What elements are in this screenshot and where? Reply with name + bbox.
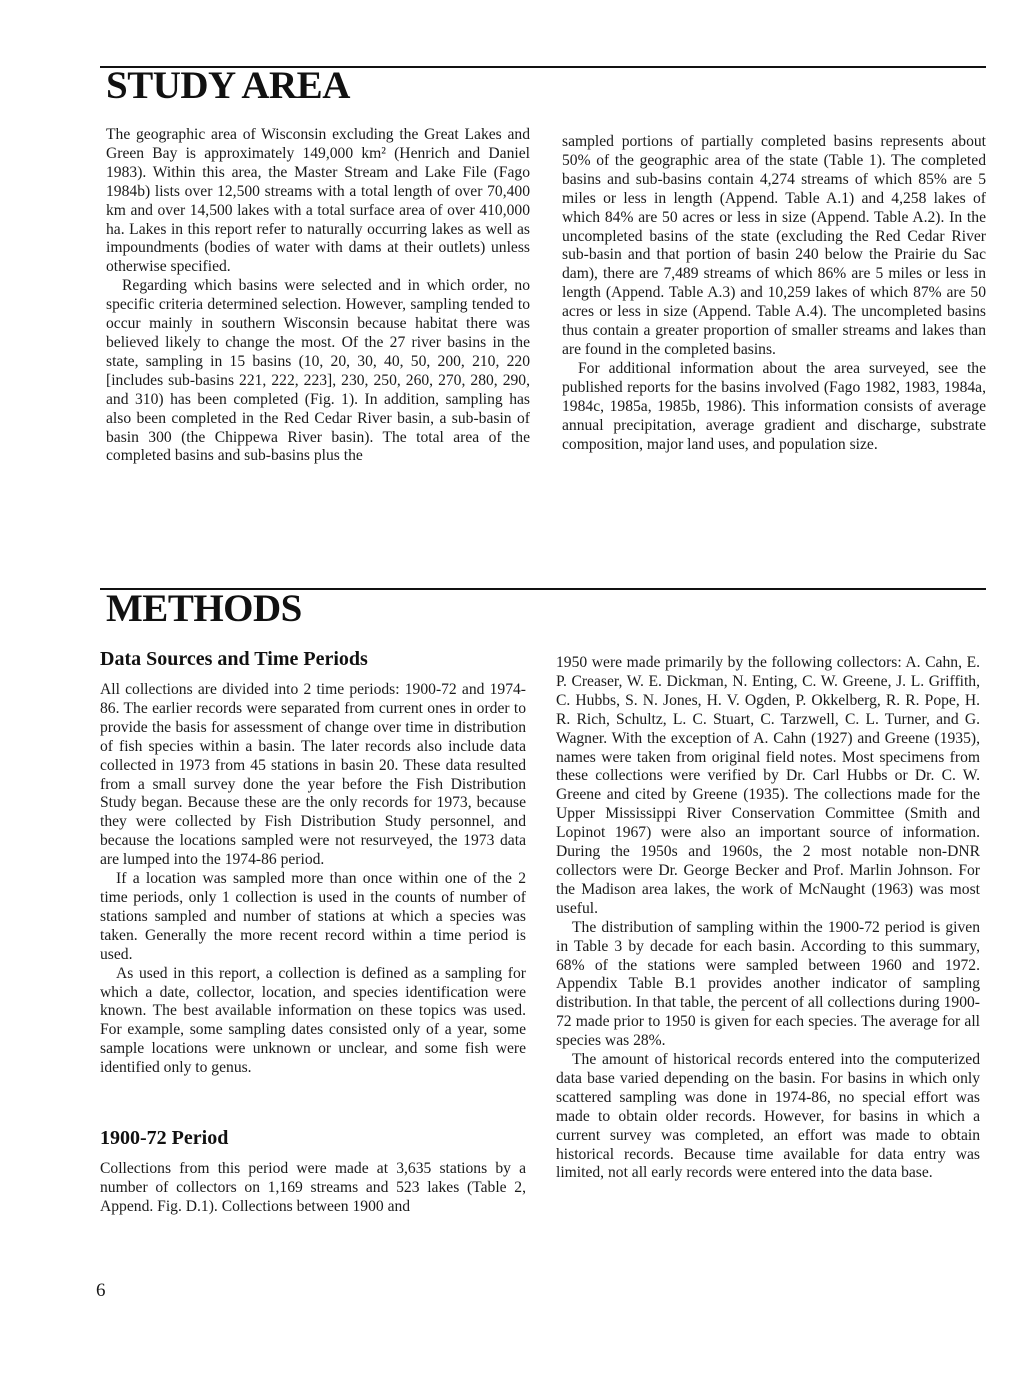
methods-paragraph: As used in this report, a collection is defined as a sampling for which a date, collector, location, and species identification were known. The best available information on these topics was used. For example, some sampling dates consisted only of a year, some sample locations were unknown or unclear, and some fish were identified only to genus. bbox=[100, 964, 526, 1077]
period-1900-72-heading: 1900-72 Period bbox=[100, 1127, 229, 1149]
methods-heading: METHODS bbox=[106, 587, 302, 630]
methods-right-column bbox=[556, 654, 980, 1183]
study-area-left-column bbox=[106, 126, 530, 466]
data-sources-heading: Data Sources and Time Periods bbox=[100, 648, 368, 670]
methods-paragraph: 1950 were made primarily by the following collectors: A. Cahn, E. P. Creaser, W. E. Dickman, N. Enting, C. W. Greene, J. L. Griffith, C. Hubbs, S. N. Jones, H. V. Ogden, P. Okkelberg, R. R. Pope, H. R. Rich, Schultz, L. C. Stuart, C. Tarzwell, C. L. Turner, and G. Wagner. With the exception of A. Cahn (1927) and Greene (1935), names were taken from original field notes. Most specimens from these collections were verified by Dr. Carl Hubbs or Dr. C. W. Greene and cited by Greene (1935). The collections made for the Upper Mississippi River Conservation Committee (Smith and Lopinot 1967) were also an important source of information. During the 1950s and 1960s, the 2 most notable non-DNR collectors were Dr. George Becker and Prof. Marlin Johnson. For the Madison area lakes, the work of McNaught (1963) was most useful. bbox=[556, 654, 980, 917]
study-area-right-column bbox=[562, 133, 986, 454]
study-area-paragraph: The geographic area of Wisconsin excluding the Great Lakes and Green Bay is approximately 149,000 km² (Henrich and Daniel 1983). Within this area, the Master Stream and Lake File (Fago 1984b) lists over 12,500 streams with a total length of over 70,400 km and over 14,500 lakes with a total surface area of over 410,000 ha. Lakes in this report refer to naturally occurring lakes as well as impoundments (bodies of water with dams at their outlets) unless otherwise specified. bbox=[106, 126, 530, 276]
study-area-heading: STUDY AREA bbox=[106, 64, 350, 107]
methods-paragraph: The distribution of sampling within the 1900-72 period is given in Table 3 by decade for each basin. According to this summary, 68% of the stations were sampled between 1960 and 1972. Appendix Table B.1 provides another indicator of sampling distribution. In that table, the percent of all collections during 1900-72 made prior to 1950 is given for each species. The average for all species was 28%. bbox=[556, 918, 980, 1050]
methods-paragraph: All collections are divided into 2 time periods: 1900-72 and 1974-86. The earlier records were separated from current ones in order to provide the basis for assessment of change over time in distribution of fish species within a basin. The later records also include data collected in 1973 from 45 stations in basin 20. These data resulted from a small survey done the year before the Fish Distribution Study began. Because these are the only records for 1973, because they were collected by Fish Distribution Study personnel, and because the locations sampled were not resurveyed, the 1973 data are lumped into the 1974-86 period. bbox=[100, 681, 526, 869]
period-1900-72-column bbox=[100, 1160, 526, 1217]
study-area-paragraph: For additional information about the area surveyed, see the published reports for the basins involved (Fago 1982, 1983, 1984a, 1984c, 1985a, 1985b, 1986). This information consists of average annual precipitation, average gradient and discharge, substrate composition, major land uses, and population size. bbox=[562, 359, 986, 453]
study-area-paragraph: Regarding which basins were selected and in which order, no specific criteria determined selection. However, sampling tended to occur mainly in southern Wisconsin because habitat there was believed likely to change the most. Of the 27 river basins in the state, sampling in 15 basins (10, 20, 30, 40, 50, 200, 210, 220 [includes sub-basins 221, 222, 223], 230, 250, 260, 270, 280, 290, and 310) has been completed (Fig. 1). In addition, sampling has also been completed in the Red Cedar River basin, a sub-basin of basin 300 (the Chippewa River basin). The total area of the completed basins and sub-basins plus the bbox=[106, 277, 530, 465]
methods-left-column bbox=[100, 681, 526, 1078]
study-area-paragraph: sampled portions of partially completed basins represents about 50% of the geographic area of the state (Table 1). The completed basins and sub-basins contain 4,274 streams of which 85% are 5 miles or less in length (Append. Table A.1) and 4,258 lakes of which 84% are 50 acres or less in size (Append. Table A.2). In the uncompleted basins of the state (excluding the Red Cedar River sub-basin and that portion of basin 240 below the Prairie du Sac dam), there are 7,489 streams of which 86% are 5 miles or less in length (Append. Table A.3) and 10,259 lakes of which 87% are 50 acres or less in size (Append. Table A.4). The uncompleted basins thus contain a greater proportion of smaller streams and lakes than are found in the completed basins. bbox=[562, 133, 986, 358]
methods-paragraph: If a location was sampled more than once within one of the 2 time periods, only 1 collection is used in the counts of number of stations sampled and number of stations at which a species was taken. Generally the more recent record within a time period is used. bbox=[100, 870, 526, 963]
methods-paragraph: Collections from this period were made at 3,635 stations by a number of collectors on 1,169 streams and 523 lakes (Table 2, Append. Fig. D.1). Collections between 1900 and bbox=[100, 1160, 526, 1215]
page-number: 6 bbox=[96, 1280, 106, 1301]
methods-paragraph: The amount of historical records entered into the computerized data base varied depending on the basin. For basins in which only scattered sampling was done in 1974-86, no special effort was made to obtain older records. However, for basins in which a current survey was completed, an effort was made to obtain historical records. Because time available for data entry was limited, not all early records were entered into the data base. bbox=[556, 1051, 980, 1182]
